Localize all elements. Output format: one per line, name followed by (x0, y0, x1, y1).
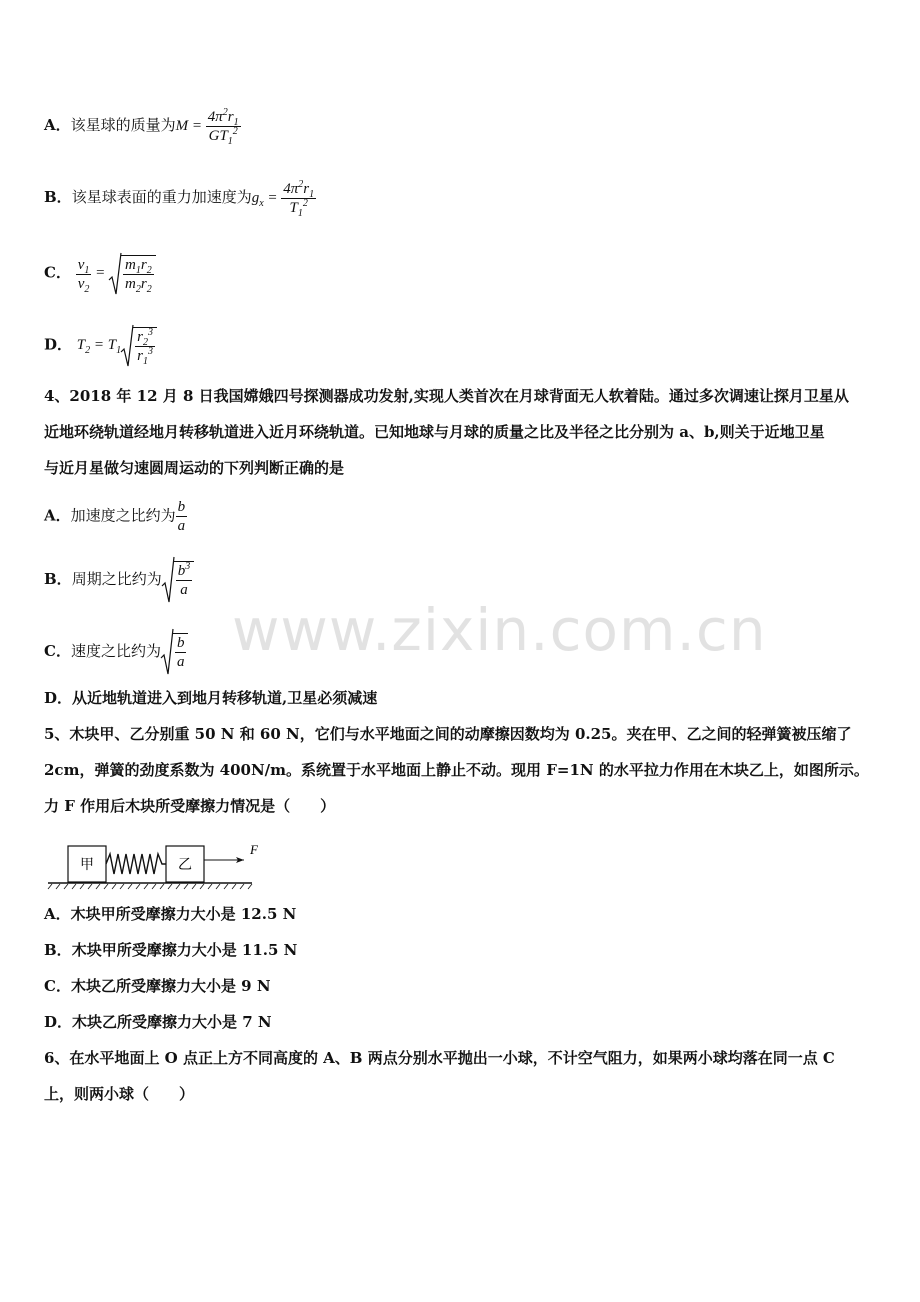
q4-option-b (44, 556, 194, 604)
q4-stem-line1: 4、2018 年 12 月 8 日我国嫦娥四号探测器成功发射,实现人类首次在月球背面无人软着陆。通过多次调速让探月卫星从 (44, 387, 849, 405)
q4-option-d (44, 688, 377, 708)
option-text: 周期之比约为 (71, 570, 162, 588)
formula-sqrt-b-over-a: $\frac{b}{a}$ (161, 628, 189, 676)
q5-option-b (44, 940, 297, 960)
formula-period: $T_2 = T_1$ $\frac{r_2^3}{r_1^3}$ (77, 337, 157, 353)
option-text: 该星球表面的重力加速度为 (71, 187, 252, 206)
option-label: A． (44, 905, 71, 923)
q6-stem-line2: 上，则两小球（ ） (44, 1085, 195, 1103)
option-label: B． (44, 941, 72, 959)
q5-option-a (44, 904, 296, 924)
force-label: F (250, 842, 258, 857)
q4-option-c (44, 628, 188, 676)
q5-option-c (44, 976, 271, 996)
block-jia-label: 甲 (80, 857, 94, 873)
option-label: D． (44, 1013, 73, 1031)
option-text: 木块乙所受摩擦力大小是 7 N (72, 1013, 272, 1031)
q5-stem-line2: 2cm，弹簧的劲度系数为 400N/m。系统置于水平地面上静止不动。现用 F=1N 的水平拉力作用在木块乙上，如图所示。 (44, 761, 869, 779)
watermark: www.zixin.com.cn (232, 596, 767, 664)
formula-velocity-ratio: $\frac{v_1}{v_2}$ = $\frac{m_1r_2}{m_2r_2}$ (76, 265, 156, 281)
q4-stem-line2: 近地环绕轨道经地月转移轨道进入近月环绕轨道。已知地球与月球的质量之比及半径之比分别为 a、b,则关于近地卫星 (44, 423, 825, 441)
q5-stem-line1: 5、木块甲、乙分别重 50 N 和 60 N，它们与水平地面之间的动摩擦因数均为 0.25。夹在甲、乙之间的轻弹簧被压缩了 (44, 725, 852, 743)
formula-gravity: $g_x$ = $\frac{4\pi^2r_1}{T_1^2}$ (251, 179, 315, 219)
prev-option-a (44, 108, 241, 145)
q4-stem-line3: 与近月星做匀速圆周运动的下列判断正确的是 (44, 459, 345, 477)
block-yi-label: 乙 (178, 857, 192, 873)
option-text: 速度之比约为 (70, 642, 161, 660)
option-label: B． (44, 570, 72, 588)
q5-option-d (44, 1012, 272, 1032)
formula-mass: M = $\frac{4\pi^2r_1}{GT_1^2}$ (175, 107, 239, 147)
option-text: 木块甲所受摩擦力大小是 11.5 N (71, 941, 298, 959)
q5-stem-line3: 力 F 作用后木块所受摩擦力情况是（ ） (44, 797, 336, 815)
option-text: 木块甲所受摩擦力大小是 12.5 N (70, 905, 297, 923)
option-label: D． (44, 335, 73, 354)
option-label: A． (44, 115, 71, 134)
option-label: C． (44, 263, 71, 282)
option-label: C． (44, 642, 71, 660)
option-label: D． (44, 689, 73, 707)
option-text: 木块乙所受摩擦力大小是 9 N (70, 977, 271, 995)
spring-blocks-figure (44, 838, 256, 890)
prev-option-b (44, 180, 316, 217)
q4-option-a (44, 498, 187, 535)
q6-stem-line1: 6、在水平地面上 O 点正上方不同高度的 A、B 两点分别水平抛出一小球，不计空气阻力，如果两小球均落在同一点 C (44, 1049, 835, 1067)
option-text: 该星球的质量为 (70, 115, 176, 134)
formula-b-over-a: $\frac{b}{a}$ (177, 499, 186, 534)
option-label: B． (44, 187, 72, 206)
option-label: A． (44, 506, 71, 525)
option-label: C． (44, 977, 71, 995)
option-text: 从近地轨道进入到地月转移轨道,卫星必须减速 (72, 689, 378, 707)
prev-option-d (44, 324, 157, 368)
formula-sqrt-b3-over-a: $\frac{b^3}{a}$ (162, 556, 195, 604)
option-text: 加速度之比约为 (70, 506, 176, 525)
prev-option-c (44, 252, 156, 296)
spring (106, 854, 166, 874)
